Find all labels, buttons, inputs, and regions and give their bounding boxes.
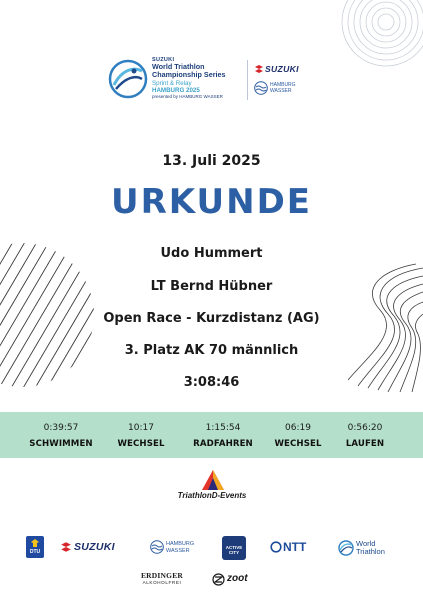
- logo-line-presented: presented by HAMBURG WASSER: [152, 94, 223, 99]
- hamburg-wasser-line1: HAMBURG: [270, 82, 296, 88]
- split-transition-1: [108, 412, 174, 458]
- world-triathlon-line2: Triathlon: [356, 547, 385, 556]
- split-swim: [24, 412, 98, 458]
- erdinger-wordmark: ERDINGER: [140, 571, 184, 580]
- organiser-name: TriathlonD-Events: [177, 491, 247, 500]
- logo-line-series-2: Championship Series: [152, 70, 226, 79]
- hamburg-wasser-line2: WASSER: [166, 547, 190, 554]
- hamburg-wasser-line2: WASSER: [270, 88, 292, 94]
- suzuki-wordmark: SUZUKI: [74, 541, 115, 553]
- race-name: Open Race - Kurzdistanz (AG): [103, 311, 320, 326]
- split-time: 10:17: [128, 423, 154, 433]
- split-label: WECHSEL: [117, 439, 165, 449]
- active-city-logo: [222, 536, 246, 560]
- club-name: LT Bernd Hübner: [150, 279, 273, 294]
- split-label: RADFAHREN: [193, 439, 253, 449]
- hamburg-wasser-line1: HAMBURG: [166, 541, 195, 547]
- world-triathlon-wordmark: [356, 540, 385, 556]
- split-time: 1:15:54: [205, 423, 241, 433]
- event-logo-lockup: [108, 54, 308, 110]
- logo-line-city: HAMBURG 2025: [152, 87, 200, 94]
- zoot-logo: [212, 573, 262, 587]
- splits-band: [0, 412, 423, 458]
- eagle-icon: [30, 538, 40, 548]
- split-transition-2: [265, 412, 331, 458]
- split-label: LAUFEN: [345, 439, 385, 449]
- certificate-title: URKUNDE: [110, 182, 313, 222]
- suzuki-s-icon: [60, 541, 72, 553]
- concentric-circles-decoration: [338, 0, 423, 70]
- ntt-ring-icon: [270, 541, 282, 553]
- world-triathlon-logo: [338, 539, 398, 557]
- zoot-wordmark: zoot: [227, 573, 248, 584]
- organiser-logo: [162, 470, 262, 504]
- split-time: 0:56:20: [347, 423, 383, 433]
- dtu-wordmark: DTU: [29, 549, 41, 555]
- hamburg-wasser-wordmark: [166, 541, 194, 554]
- active-city-wordmark: ACTIVE CITY: [225, 545, 243, 555]
- ntt-wordmark: NTT: [283, 540, 307, 554]
- split-run: [334, 412, 396, 458]
- logo-line-series-1: World Triathlon: [152, 62, 205, 71]
- event-logo-text: [152, 57, 226, 100]
- erdinger-logo: [137, 572, 187, 588]
- athlete-name: Udo Hummert: [160, 246, 263, 261]
- zoot-swirl-icon: [212, 573, 225, 586]
- split-label: SCHWIMMEN: [29, 439, 93, 449]
- ntt-logo: [270, 540, 322, 556]
- logo-line-format: Sprint & Relay: [152, 80, 192, 87]
- triangle-mountain-icon: [202, 470, 224, 490]
- hamburg-wasser-wordmark: [270, 82, 296, 94]
- logo-divider: [247, 60, 248, 100]
- suzuki-wordmark: SUZUKI: [265, 64, 299, 74]
- split-time: 0:39:57: [43, 423, 79, 433]
- suzuki-s-icon: [254, 64, 264, 74]
- suzuki-logo-header: [254, 64, 309, 74]
- world-triathlon-line1: World: [356, 539, 376, 548]
- total-time: 3:08:46: [183, 375, 240, 390]
- world-triathlon-icon: [338, 540, 354, 556]
- split-bike: [183, 412, 263, 458]
- hamburg-wasser-wave-icon: [254, 81, 268, 95]
- erdinger-subline: ALKOHOLFREI: [142, 580, 182, 585]
- dtu-logo: [26, 536, 44, 558]
- placing: 3. Platz AK 70 männlich: [124, 343, 299, 358]
- suzuki-logo: [60, 541, 132, 553]
- hamburg-wasser-wave-icon: [150, 540, 164, 554]
- hamburg-wasser-logo-header: [254, 81, 314, 97]
- split-time: 06:19: [285, 423, 311, 433]
- event-date: 13. Juli 2025: [162, 153, 261, 169]
- logo-line-sponsor: SUZUKI: [152, 57, 175, 63]
- world-triathlon-series-icon: [108, 59, 148, 99]
- hamburg-wasser-logo: [150, 540, 208, 556]
- split-label: WECHSEL: [274, 439, 322, 449]
